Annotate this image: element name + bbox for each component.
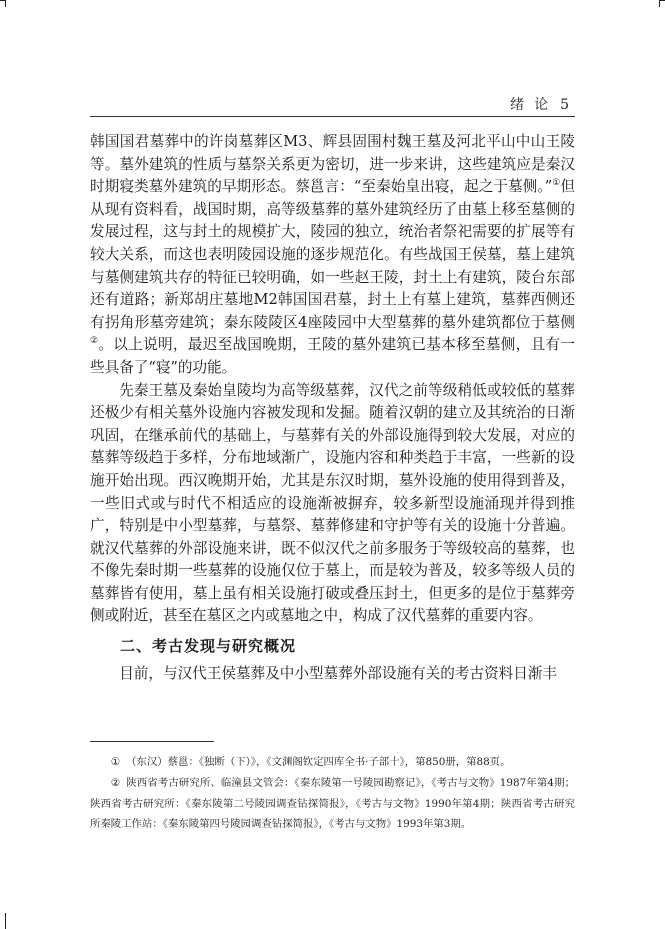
footnotes — [90, 752, 575, 835]
section-heading: 二、考古发现与研究概况 — [120, 637, 297, 656]
footnote-1 — [90, 752, 575, 773]
paragraph-2: 先秦王墓及秦始皇陵均为高等级墓葬，汉代之前等级稍低或较低的墓葬还极少有相关墓外设施内容被发现和发掘。随着汉朝的建立及其统治的日渐巩固，在继承前代的基础上，与墓葬有关的外部设施得到较大发展，对应的墓葬等级趋于多样，分布地域渐广，设施内容和种类趋于丰富，一些新的设施开始出现。西汉晚期开始，尤其是东汉时期，墓外设施的使用得到普及，一些旧式或与时代不相适应的设施渐被摒弃，较多新型设施涌现并得到推广，特别是中小型墓葬，与墓祭、墓葬修建和守护等有关的设施十分普遍。就汉代墓葬的外部设施来讲，既不似汉代之前多服务于等级较高的墓葬，也不像先秦时期一些墓葬的设施仅位于墓上，而是较为普及，较多等级人员的墓葬皆有使用，墓上虽有相关设施打破或叠压封土，但更多的是位于墓葬旁侧或附近，甚至在墓区之内或墓地之中，构成了汉代墓葬的重要内容。 — [90, 381, 575, 625]
footnote-rule — [90, 741, 214, 742]
crop-mark-top-right-v — [659, 0, 660, 7]
footnote-2 — [90, 773, 575, 835]
footnote-text: （东汉）蔡邕：《独断（下）》，《文渊阁钦定四库全书·子部十》，第850册，第88页。 — [126, 756, 511, 768]
footnote-ref-2[interactable]: ② — [90, 336, 99, 347]
crop-mark-top-left-v — [5, 0, 6, 7]
crop-mark-bottom-left — [5, 913, 6, 929]
footnote-text: 陕西省考古研究所、临潼县文管会：《秦东陵第一号陵园勘察记》，《考古与文物》1987年第4期；陕西省考古研究所：《秦东陵第二号陵园调查钻探简报》，《考古与文物》1990年第4期；陕西省考古研究所秦陵工作站：《秦东陵第四号陵园调查钻探简报》，《考古与文物》1993年第3期。 — [90, 776, 575, 831]
footnote-mark: ① — [110, 756, 121, 768]
paragraph-3: 目前，与汉代王侯墓葬及中小型墓葬外部设施有关的考古资料日渐丰 — [119, 665, 558, 683]
paragraph-1: 韩国国君墓葬中的许岗墓葬区M3、辉县固围村魏王墓及河北平山中山王陵等。墓外建筑的性质与墓祭关系更为密切，进一步来讲，这些建筑应是秦汉时期寝类墓外建筑的早期形态。蔡邕言：“至秦始皇出寝，起之于墓侧。”①但从现有资料看，战国时期，高等级墓葬的墓外建筑经历了由墓上移至墓侧的发展过程，这与封土的规模扩大，陵园的独立，统治者祭祀需要的扩展等有较大关系，而这也表明陵园设施的逐步规范化。有些战国王侯墓，墓上建筑与墓侧建筑共存的特征已较明确，如一些赵王陵，封土上有建筑，陵台东部还有道路；新郑胡庄墓地M2韩国国君墓，封土上有墓上建筑，墓葬西侧还有拐角形墓旁建筑；秦东陵陵区4座陵园中大型墓葬的墓外建筑都位于墓侧②。以上说明，最迟至战国晚期，王陵的墓外建筑已基本移至墓侧，且有一些具备了“寝”的功能。 — [90, 133, 575, 376]
footnote-mark: ② — [110, 776, 121, 789]
section-title: 绪论 — [510, 97, 559, 113]
page-number: 5 — [560, 97, 569, 113]
header-rule — [90, 116, 575, 117]
main-text — [90, 131, 575, 686]
footnote-ref-1[interactable]: ① — [552, 178, 561, 189]
running-head — [510, 94, 569, 114]
